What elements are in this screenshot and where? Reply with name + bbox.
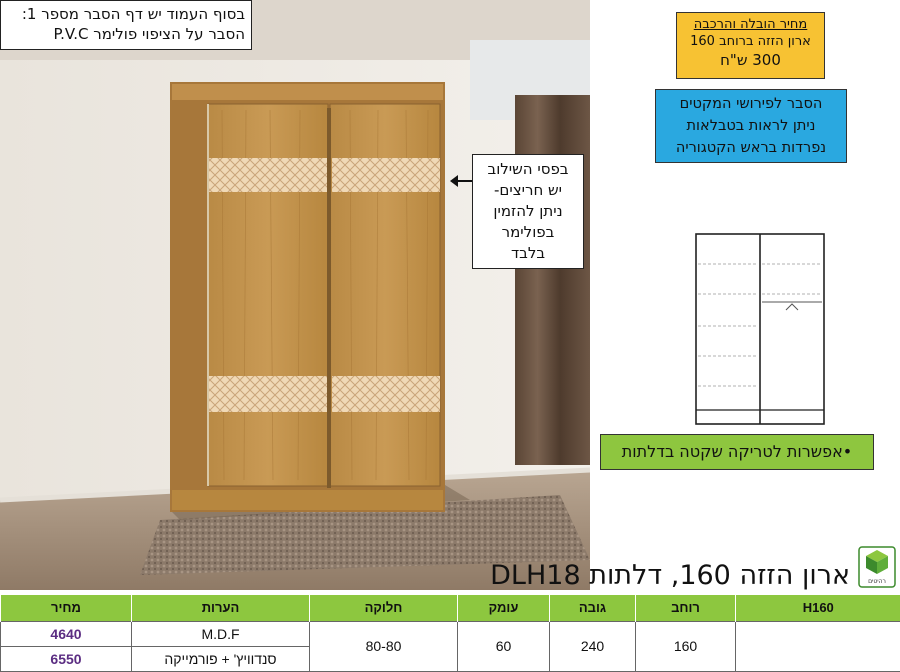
strips-note: [472, 154, 584, 269]
cell-notes: M.D.F: [132, 621, 310, 646]
strips-note-line: בפולימר: [501, 223, 555, 241]
cell-width: 160: [636, 621, 736, 671]
strips-note-line: בפסי השילוב: [487, 160, 569, 178]
product-title: ארון הזזה 160, דלתות DLH18: [490, 560, 850, 591]
header-model: H160: [736, 595, 900, 621]
cell-price: 4640: [1, 621, 132, 646]
strips-note-line: יש חריצים-: [494, 181, 562, 199]
header-depth: עומק: [458, 595, 550, 621]
header-division: חלוקה: [310, 595, 458, 621]
header-height: גובה: [550, 595, 636, 621]
note-line-2: הסבר על הציפוי פולימר P.V.C: [53, 25, 245, 43]
abbrev-line: ניתן לראות בטבלאות: [686, 118, 816, 134]
table-row: [1, 621, 900, 646]
abbrev-line: הסבר לפירושי המקטים: [679, 96, 823, 112]
cell-height: 240: [550, 621, 636, 671]
cell-depth: 60: [458, 621, 550, 671]
price-box-title: מחיר הובלה והרכבה: [693, 17, 808, 32]
spec-table: [0, 595, 900, 672]
strips-note-line: ניתן להזמין: [493, 202, 563, 220]
abbrev-line: נפרדות בראש הקטגוריה: [675, 140, 827, 156]
arrow-left-icon: [450, 172, 474, 190]
header-notes: הערות: [132, 595, 310, 621]
price-box-line: ארון הזזה ברוחב 160: [690, 34, 811, 49]
header-width: רוחב: [636, 595, 736, 621]
header-price: מחיר: [1, 595, 132, 621]
table-header-row: [1, 595, 900, 621]
logo-text: רהיטים: [868, 578, 886, 585]
cell-price: 6550: [1, 646, 132, 671]
strips-note-line: בלבד: [510, 244, 546, 262]
cell-model: [736, 621, 900, 671]
cell-division: 80-80: [310, 621, 458, 671]
cell-notes: סנדוויץ' + פורמייקה: [132, 646, 310, 671]
brand-logo-icon: [858, 546, 896, 588]
delivery-price-box: [676, 12, 825, 79]
price-box-price: 300 ש"ח: [720, 51, 781, 69]
wardrobe-drawing: [694, 232, 826, 428]
abbreviations-note: [655, 89, 847, 163]
note-line-1: בסוף העמוד יש דף הסבר מספר 1:: [21, 5, 245, 23]
soft-close-note: •אפשרות לטריקה שקטה בדלתות: [600, 434, 874, 470]
polymer-explanation-note: [0, 0, 252, 50]
